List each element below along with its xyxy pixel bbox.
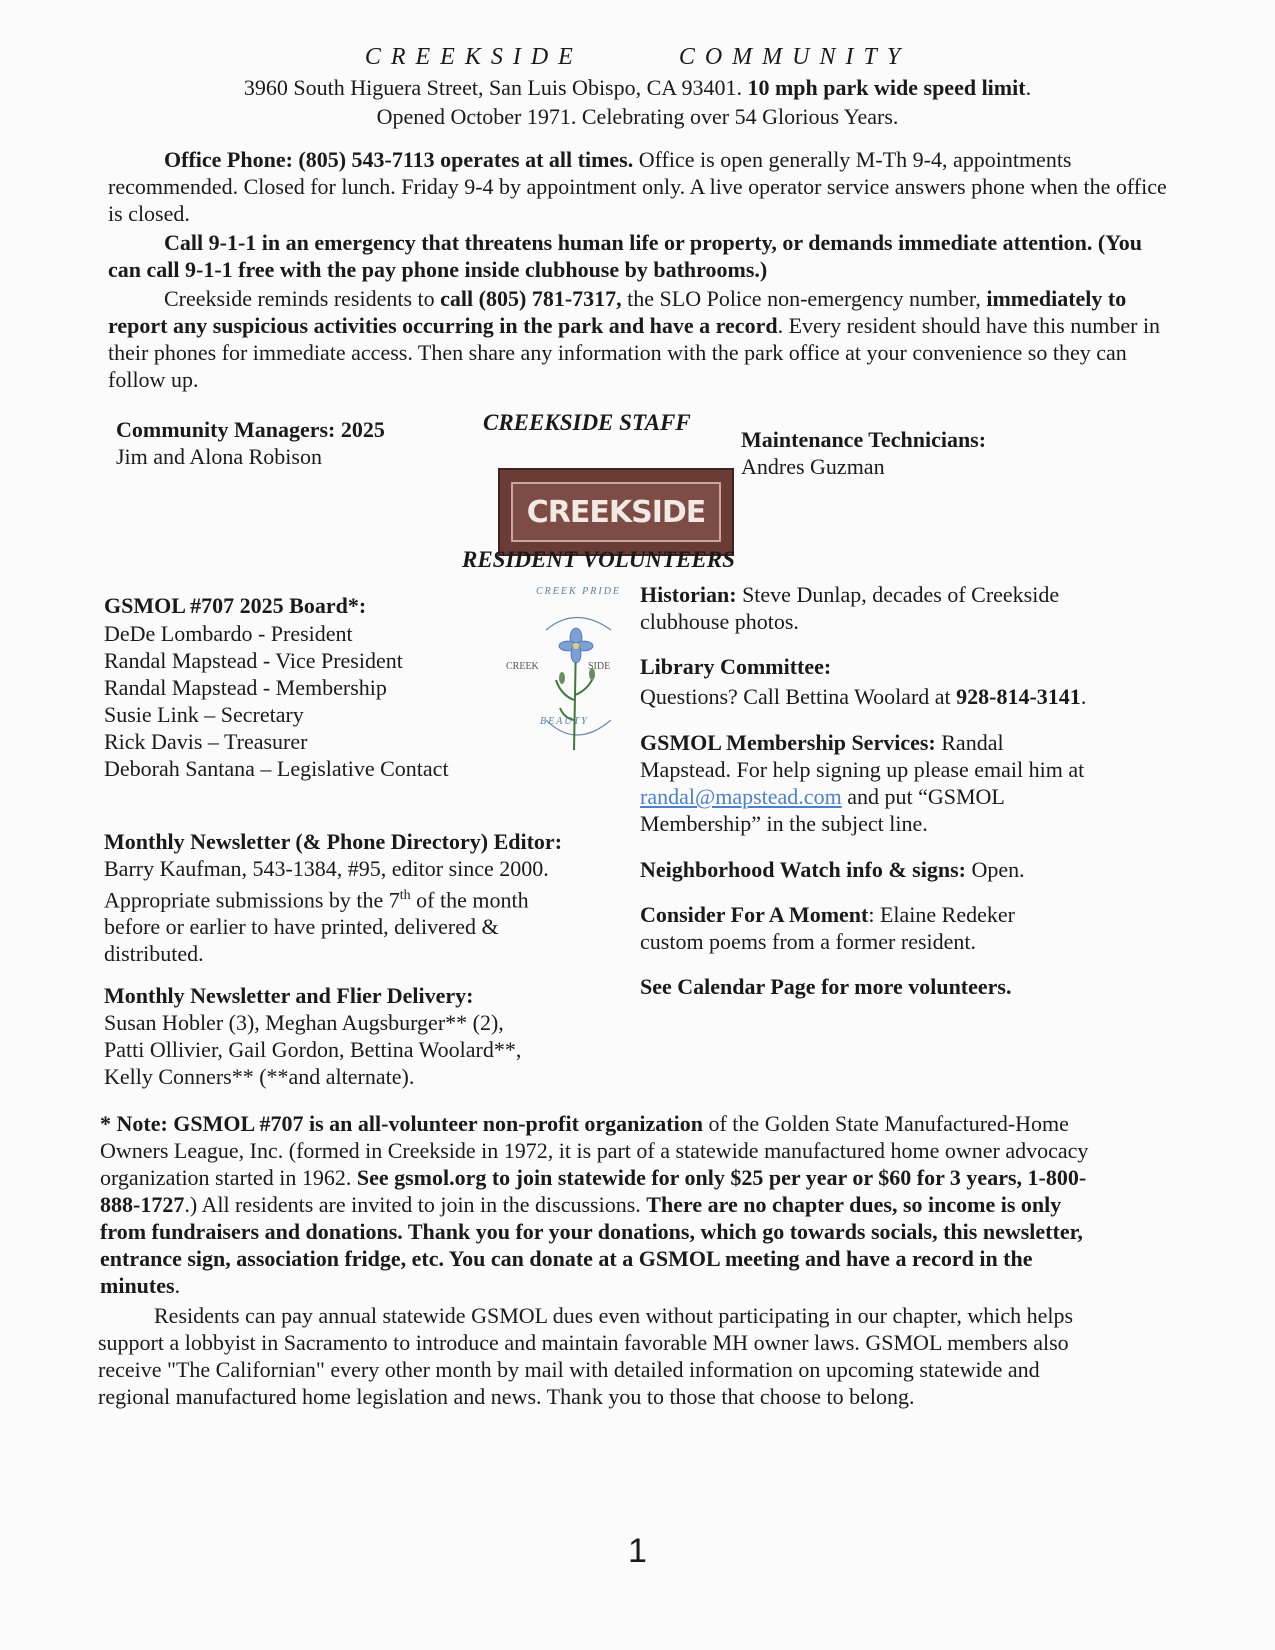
sign-text: CREEKSIDE xyxy=(526,494,706,530)
volunteers-heading: RESIDENT VOLUNTEERS xyxy=(462,547,735,572)
board-member: Susie Link – Secretary xyxy=(104,702,304,727)
board-heading: GSMOL #707 2025 Board*: xyxy=(104,593,367,618)
delivery-line: Kelly Conners** (**and alternate). xyxy=(104,1064,415,1089)
membership-line2: Mapstead. For help signing up please email him at xyxy=(640,757,1085,782)
police-number: call (805) 781-7317, xyxy=(440,286,622,311)
staff-heading: CREEKSIDE STAFF xyxy=(483,410,691,435)
membership-label: GSMOL Membership Services: xyxy=(640,730,936,755)
police-report-instruction: immediately to report any suspicious activities occurring in the park and have a record xyxy=(108,286,1127,338)
newsletter-editor: Barry Kaufman, 543-1384, #95, editor since 2000. xyxy=(104,856,549,881)
membership-line3 xyxy=(640,783,1140,810)
right-column xyxy=(640,581,1140,1000)
address-line: 3960 South Higuera Street, San Luis Obispo, CA 93401. 10 mph park wide speed limit. xyxy=(243,75,1032,100)
delivery-line: Patti Ollivier, Gail Gordon, Bettina Woolard**, xyxy=(104,1037,522,1062)
emergency-paragraph: Call 9-1-1 in an emergency that threatens human life or property, or demands immediate attention. (You can call 9-1-1 free with the pay phone inside clubhouse by bathrooms.) xyxy=(108,230,1142,282)
note-bold-3: There are no chapter dues, so income is only from fundraisers and donations. Thank you for your donations, which go towards socials, this newsletter, entrance sign, association fridge, etc. You can donate at a GSMOL meeting and have a record in the minutes xyxy=(100,1192,1083,1298)
title-word-community: COMMUNITY xyxy=(678,44,911,70)
submissions-text-end: of the month xyxy=(410,887,529,913)
newsletter-section xyxy=(104,828,624,967)
police-paragraph xyxy=(108,285,1178,393)
board-section xyxy=(104,592,504,782)
newsletter-line3: before or earlier to have printed, delivered & xyxy=(104,914,499,940)
seal-bottom-text: BEAUTY xyxy=(540,716,589,727)
note-text-3: . xyxy=(174,1273,181,1298)
page-title xyxy=(0,44,1275,71)
address: 3960 South Higuera Street, San Luis Obispo, CA 93401. xyxy=(243,75,742,100)
submissions-text: Appropriate submissions by the 7 xyxy=(104,887,400,913)
board-member: Deborah Santana – Legislative Contact xyxy=(104,756,449,781)
newsletter-submissions xyxy=(104,882,624,913)
delivery-heading: Monthly Newsletter and Flier Delivery: xyxy=(104,983,474,1008)
delivery-line: Susan Hobler (3), Meghan Augsburger** (2), xyxy=(104,1010,504,1035)
board-member: Randal Mapstead - Vice President xyxy=(104,648,403,673)
seal-left-text: CREEK xyxy=(506,661,539,672)
historian xyxy=(640,581,1140,608)
historian-label: Historian: xyxy=(640,582,737,607)
watch-label: Neighborhood Watch info & signs: xyxy=(640,857,966,882)
watch-text: Open. xyxy=(965,857,1025,882)
opened-line: Opened October 1971. Celebrating over 54 Glorious Years. xyxy=(376,104,899,129)
historian-line2: clubhouse photos. xyxy=(640,609,799,634)
consider-line2: custom poems from a former resident. xyxy=(640,929,977,954)
consider-label: Consider For A Moment xyxy=(640,902,869,927)
note-text-2: .) All residents are invited to join in the discussions. xyxy=(184,1192,647,1217)
note-bold-1: * Note: GSMOL #707 is an all-volunteer non-profit organization xyxy=(100,1111,703,1136)
board-member: Rick Davis – Treasurer xyxy=(104,729,308,754)
library-phone: 928-814-3141 xyxy=(956,684,1081,709)
office-hours: Office is open generally M-Th 9-4, appointments recommended. Closed for lunch. Friday 9-4 by appointment only. A live operator service answers phone when the office is closed. xyxy=(108,147,1167,226)
title-word-creekside: CREEKSIDE xyxy=(364,44,583,70)
library-period: . xyxy=(1080,684,1087,709)
police-intro: Creekside reminds residents to xyxy=(164,286,441,311)
creek-pride-seal-icon xyxy=(516,600,636,770)
office-paragraph xyxy=(108,146,1178,227)
membership-line4: Membership” in the subject line. xyxy=(640,811,928,836)
library-question: Questions? Call Bettina Woolard at xyxy=(640,684,957,709)
maintenance-names: Andres Guzman xyxy=(741,454,885,479)
page-number: 1 xyxy=(628,1532,647,1570)
managers-label: Community Managers: 2025 xyxy=(116,417,385,442)
note-bold-2: See gsmol.org to join statewide for only $25 per year or $60 for 3 years, 1-800-888-1727 xyxy=(100,1165,1087,1217)
consider-text: : Elaine Redeker xyxy=(868,902,1015,927)
managers-names: Jim and Alona Robison xyxy=(116,444,322,469)
ordinal-suffix: th xyxy=(399,888,411,903)
calendar-note: See Calendar Page for more volunteers. xyxy=(640,974,1012,999)
dues-paragraph: Residents can pay annual statewide GSMOL dues even without participating in our chapter, which helps support a lobbyist in Sacramento to introduce and maintain favorable MH owner laws. GSMOL members also receive "The Californian" every other month by mail with detailed information on upcoming statewide and regional manufactured home legislation and news. Thank you to those that choose to belong. xyxy=(98,1303,1074,1409)
seal-top-text: CREEK PRIDE xyxy=(536,586,622,597)
police-middle: the SLO Police non-emergency number, xyxy=(621,286,987,311)
gsmol-note xyxy=(100,1110,1100,1299)
note-text-1: of the Golden State Manufactured-Home Owners League, Inc. (formed in Creekside in 1972, it is part of a statewide manufactured home owner advocacy organization started in 1962. xyxy=(100,1111,1089,1190)
membership-name: Randal xyxy=(935,730,1004,755)
email-link[interactable]: randal@mapstead.com xyxy=(640,784,842,809)
board-member: DeDe Lombardo - President xyxy=(104,621,353,646)
neighborhood-watch xyxy=(640,856,1140,883)
consider-moment xyxy=(640,901,1140,928)
board-member: Randal Mapstead - Membership xyxy=(104,675,387,700)
office-phone: Office Phone: (805) 543-7113 operates at all times. xyxy=(164,147,634,172)
library-text xyxy=(640,683,1140,710)
police-rest: . Every resident should have this number in their phones for immediate access. Then share any information with the park office at your convenience so they can follow up. xyxy=(108,313,1161,392)
delivery-section xyxy=(104,982,624,1090)
seal-right-text: SIDE xyxy=(588,661,611,672)
historian-text: Steve Dunlap, decades of Creekside xyxy=(736,582,1060,607)
newsletter-line4: distributed. xyxy=(104,941,204,967)
library-label: Library Committee: xyxy=(640,654,832,679)
membership-services xyxy=(640,729,1140,756)
membership-subject: and put “GSMOL xyxy=(841,784,1005,809)
maintenance-label: Maintenance Technicians: xyxy=(741,427,987,452)
newsletter-heading: Monthly Newsletter (& Phone Directory) Editor: xyxy=(104,829,563,854)
creekside-sign-logo xyxy=(498,468,734,556)
speed-limit: 10 mph park wide speed limit xyxy=(747,75,1026,100)
